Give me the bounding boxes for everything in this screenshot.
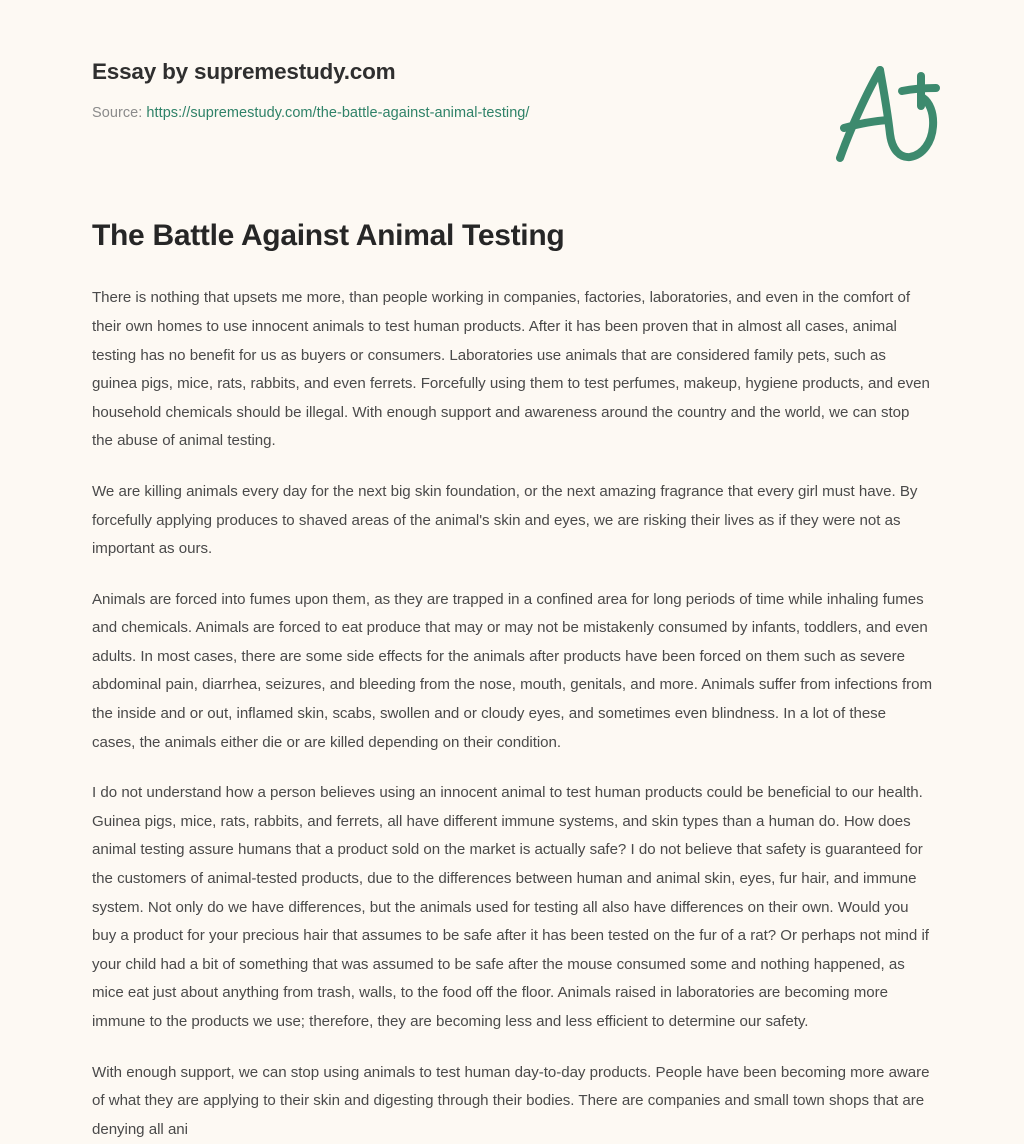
aplus-logo-glyph [828,58,948,168]
article-body [92,284,932,1144]
article-paragraph: We are killing animals every day for the next big skin foundation, or the next amazing fragrance that every girl must have. By forcefully applying produces to shaved areas of the animal's skin and eyes, we are risking their lives as if they were not as important as ours. [92,482,918,558]
article-paragraph: There is nothing that upsets me more, than people working in companies, factories, laboratories, and even in the comfort of their own homes to use innocent animals to test human products. After it has been proven that in almost all cases, animal testing has no benefit for us as buyers or consumers. Laboratories use animals that are considered family pets, such as guinea pigs, mice, rats, rabbits, and even ferrets. Forcefully using them to test perfumes, makeup, hygiene products, and even household chemicals should be illegal. With enough support and awareness around the country and the world, we can stop the abuse of animal testing. [92,289,930,450]
article-paragraph: I do not understand how a person believes using an innocent animal to test human products could be beneficial to our health. Guinea pigs, mice, rats, rabbits, and ferrets, all have different immune systems, and skin types than a human do. How does animal testing assure humans that a product sold on the market is actually safe? I do not believe that safety is guaranteed for the customers of animal-tested products, due to the differences between human and animal skin, eyes, fur hair, and immune system. Not only do we have differences, but the animals used for testing all also have differences on their own. Would you buy a product for your precious hair that assumes to be safe after it has been tested on the fur of a rat? Or perhaps not mind if your child had a bit of something that was assumed to be safe after the mouse consumed some and nothing happened, as mice eat just about anything from trash, walls, to the food off the floor. Animals raised in laboratories are becoming more immune to the products we use; therefore, they are becoming less and less efficient to determine our safety. [92,784,929,1030]
page-title: The Battle Against Animal Testing [92,218,565,252]
essay-byline: Essay by supremestudy.com [92,59,396,84]
aplus-logo-icon [828,58,948,168]
source-line [92,104,932,123]
article-paragraph-truncated: With enough support, we can stop using animals to test human day-to-day products. People have been becoming more aware of what they are applying to their skin and digesting through their bodies. There are companies and small town shops that are denying all ani [92,1063,930,1138]
source-label: Source: [92,105,143,121]
article-container [0,217,1024,1144]
article-paragraph: Animals are forced into fumes upon them, as they are trapped in a confined area for long periods of time while inhaling fumes and chemicals. Animals are forced to eat produce that may or may not be mistakenly consumed by infants, toddlers, and even adults. In most cases, there are some side effects for the animals after products have been forced on them such as severe abdominal pain, diarrhea, seizures, and bleeding from the nose, mouth, genitals, and more. Animals suffer from infections from the inside and or out, inflamed skin, scabs, swollen and or cloudy eyes, and sometimes even blindness. In a lot of these cases, the animals either die or are killed depending on their condition. [92,590,932,751]
source-url-link[interactable]: https://supremestudy.com/the-battle-against-animal-testing/ [146,105,530,121]
